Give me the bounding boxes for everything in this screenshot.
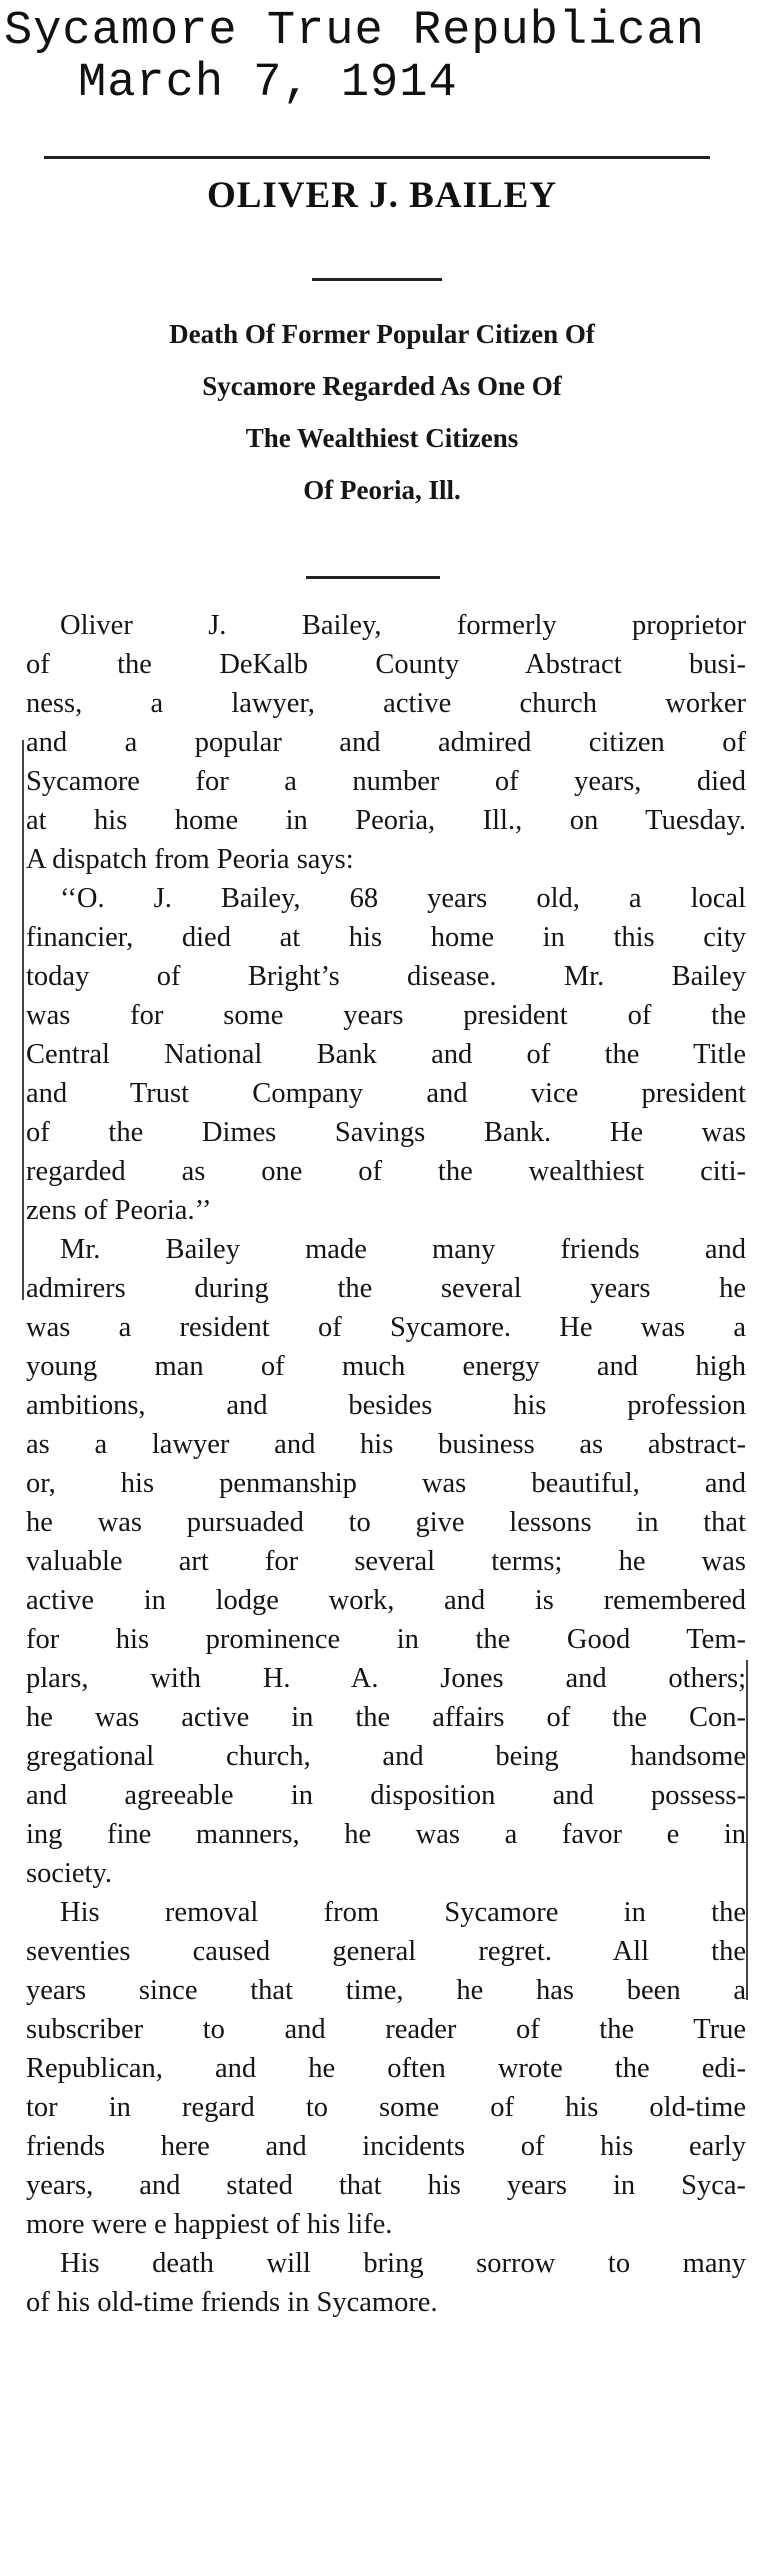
body-line: His removal from Sycamore in the — [60, 1897, 746, 1928]
column-edge-line — [22, 740, 24, 1300]
top-rule — [44, 156, 710, 159]
column-edge-line — [746, 1660, 748, 2000]
body-line: Central National Bank and of the Title — [26, 1039, 746, 1070]
body-line: active in lodge work, and is remembered — [26, 1585, 746, 1616]
body-line: gregational church, and being handsome — [26, 1741, 746, 1772]
body-line: regarded as one of the wealthiest citi- — [26, 1156, 746, 1187]
body-line: and Trust Company and vice president — [26, 1078, 746, 1109]
typed-date-line: March 7, 1914 — [78, 57, 458, 110]
body-line: ‘‘O. J. Bailey, 68 years old, a local — [60, 883, 746, 914]
body-line: plars, with H. A. Jones and others; — [26, 1663, 746, 1694]
body-line: or, his penmanship was beautiful, and — [26, 1468, 746, 1499]
body-line: seventies caused general regret. All the — [26, 1936, 746, 1967]
body-line: of his old-time friends in Sycamore. — [26, 2287, 438, 2318]
body-line: today of Bright’s disease. Mr. Bailey — [26, 961, 746, 992]
body-line: valuable art for several terms; he was — [26, 1546, 746, 1577]
body-line: he was pursuaded to give lessons in that — [26, 1507, 746, 1538]
subhead-line: The Wealthiest Citizens — [245, 423, 519, 453]
body-line: he was active in the affairs of the Con- — [26, 1702, 746, 1733]
article-headline: OLIVER J. BAILEY — [206, 175, 558, 216]
body-line: financier, died at his home in this city — [26, 922, 746, 953]
article-body — [26, 606, 746, 2322]
body-line: ness, a lawyer, active church worker — [26, 688, 746, 719]
body-line: as a lawyer and his business as abstract- — [26, 1429, 746, 1460]
body-line: years since that time, he has been a — [26, 1975, 746, 2006]
body-line: subscriber to and reader of the True — [26, 2014, 746, 2045]
body-line: of the DeKalb County Abstract busi- — [26, 649, 746, 680]
body-line: ing fine manners, he was a favor e in — [26, 1819, 746, 1850]
subhead-line: Death Of Former Popular Citizen Of — [169, 319, 595, 349]
headline-divider — [312, 278, 442, 281]
body-line: for his prominence in the Good Tem- — [26, 1624, 746, 1655]
body-line: was a resident of Sycamore. He was a — [26, 1312, 746, 1343]
body-line: was for some years president of the — [26, 1000, 746, 1031]
body-line: His death will bring sorrow to many — [60, 2248, 746, 2279]
body-line: Republican, and he often wrote the edi- — [26, 2053, 746, 2084]
body-line: more were e happiest of his life. — [26, 2209, 393, 2240]
body-line: Oliver J. Bailey, formerly proprietor — [60, 610, 746, 641]
body-line: Mr. Bailey made many friends and — [60, 1234, 746, 1265]
subhead-line: Sycamore Regarded As One Of — [202, 371, 562, 401]
body-line: years, and stated that his years in Syca- — [26, 2170, 746, 2201]
body-line: zens of Peoria.’’ — [26, 1195, 212, 1226]
body-line: ambitions, and besides his profession — [26, 1390, 746, 1421]
body-line: friends here and incidents of his early — [26, 2131, 746, 2162]
body-line: society. — [26, 1858, 113, 1889]
body-line: admirers during the several years he — [26, 1273, 746, 1304]
typed-source-line: Sycamore True Republican — [4, 5, 705, 58]
body-line: A dispatch from Peoria says: — [26, 844, 354, 875]
body-line: and a popular and admired citizen of — [26, 727, 746, 758]
subhead-divider — [306, 576, 440, 579]
subhead-line: Of Peoria, Ill. — [303, 475, 461, 505]
body-line: and agreeable in disposition and possess- — [26, 1780, 746, 1811]
body-line: of the Dimes Savings Bank. He was — [26, 1117, 746, 1148]
body-line: at his home in Peoria, Ill., on Tuesday. — [26, 805, 746, 836]
body-line: Sycamore for a number of years, died — [26, 766, 746, 797]
article-subhead — [0, 308, 764, 516]
body-line: tor in regard to some of his old-time — [26, 2092, 746, 2123]
body-line: young man of much energy and high — [26, 1351, 746, 1382]
